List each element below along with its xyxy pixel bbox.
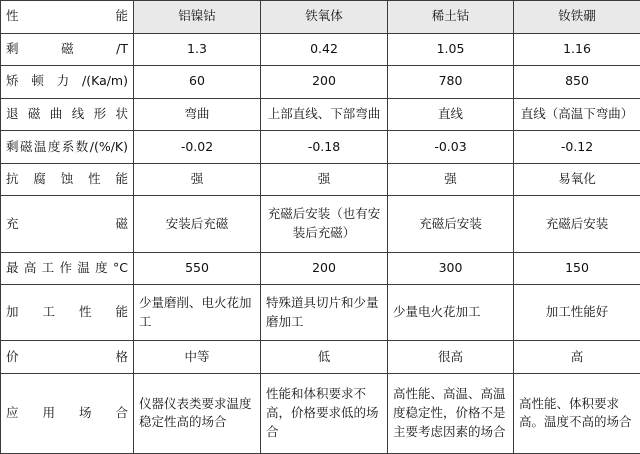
table-cell: -0.03	[388, 131, 514, 164]
row-label: 加工性能	[1, 285, 134, 341]
table-cell: -0.18	[261, 131, 388, 164]
row-label: 矫顿力/(Ka/m)	[1, 66, 134, 99]
table-cell: 强	[134, 163, 261, 196]
table-cell: 安装后充磁	[134, 196, 261, 252]
table-row	[1, 163, 640, 196]
table-cell: 中等	[134, 341, 261, 374]
table-cell: 低	[261, 341, 388, 374]
row-label: 充磁	[1, 196, 134, 252]
table-cell: 充磁后安装（也有安装后充磁）	[261, 196, 388, 252]
table-row	[1, 373, 640, 453]
column-header-rare-earth-cobalt: 稀土钴	[388, 1, 514, 34]
table-cell: 弯曲	[134, 98, 261, 131]
table-row	[1, 196, 640, 252]
table-cell: 直线（高温下弯曲）	[514, 98, 640, 131]
table-cell: 性能和体积要求不高，价格要求低的场合	[261, 373, 388, 453]
table-cell: 高性能、体积要求高。温度不高的场合	[514, 373, 640, 453]
table-cell: 很高	[388, 341, 514, 374]
column-header-ferrite: 铁氧体	[261, 1, 388, 34]
table-row	[1, 285, 640, 341]
table-cell: 200	[261, 252, 388, 285]
table-cell: 充磁后安装	[514, 196, 640, 252]
table-cell: 1.16	[514, 33, 640, 66]
table-cell: 强	[261, 163, 388, 196]
table-cell: 少量磨削、电火花加工	[134, 285, 261, 341]
table-row	[1, 341, 640, 374]
row-label: 退磁曲线形状	[1, 98, 134, 131]
table-cell: -0.02	[134, 131, 261, 164]
table-row	[1, 252, 640, 285]
table-cell: 少量电火花加工	[388, 285, 514, 341]
table-cell: 特殊道具切片和少量磨加工	[261, 285, 388, 341]
table-cell: 加工性能好	[514, 285, 640, 341]
table-cell: 上部直线、下部弯曲	[261, 98, 388, 131]
table-cell: 850	[514, 66, 640, 99]
row-label: 最高工作温度°C	[1, 252, 134, 285]
table-cell: 仪器仪表类要求温度稳定性高的场合	[134, 373, 261, 453]
column-header-alnico: 铝镍钴	[134, 1, 261, 34]
table-cell: 0.42	[261, 33, 388, 66]
table-row	[1, 98, 640, 131]
row-label: 抗腐蚀性能	[1, 163, 134, 196]
row-label: 应用场合	[1, 373, 134, 453]
table-row	[1, 131, 640, 164]
row-label: 剩磁温度系数/(%/K)	[1, 131, 134, 164]
table-cell: 1.05	[388, 33, 514, 66]
table-cell: 充磁后安装	[388, 196, 514, 252]
table-cell: 780	[388, 66, 514, 99]
table-row	[1, 66, 640, 99]
table-cell: 200	[261, 66, 388, 99]
table-cell: 60	[134, 66, 261, 99]
table-header-row	[1, 1, 640, 34]
column-header-property: 性能	[1, 1, 134, 34]
table-cell: 高性能、高温、高温度稳定性，价格不是主要考虑因素的场合	[388, 373, 514, 453]
table-cell: 易氧化	[514, 163, 640, 196]
table-cell: 直线	[388, 98, 514, 131]
row-label: 价格	[1, 341, 134, 374]
table-cell: 1.3	[134, 33, 261, 66]
table-cell: 强	[388, 163, 514, 196]
row-label: 剩磁/T	[1, 33, 134, 66]
table-cell: 高	[514, 341, 640, 374]
column-header-ndfeb: 钕铁硼	[514, 1, 640, 34]
table-body	[1, 1, 640, 454]
table-row	[1, 33, 640, 66]
table-cell: 550	[134, 252, 261, 285]
table-cell: -0.12	[514, 131, 640, 164]
table-cell: 300	[388, 252, 514, 285]
table-cell: 150	[514, 252, 640, 285]
